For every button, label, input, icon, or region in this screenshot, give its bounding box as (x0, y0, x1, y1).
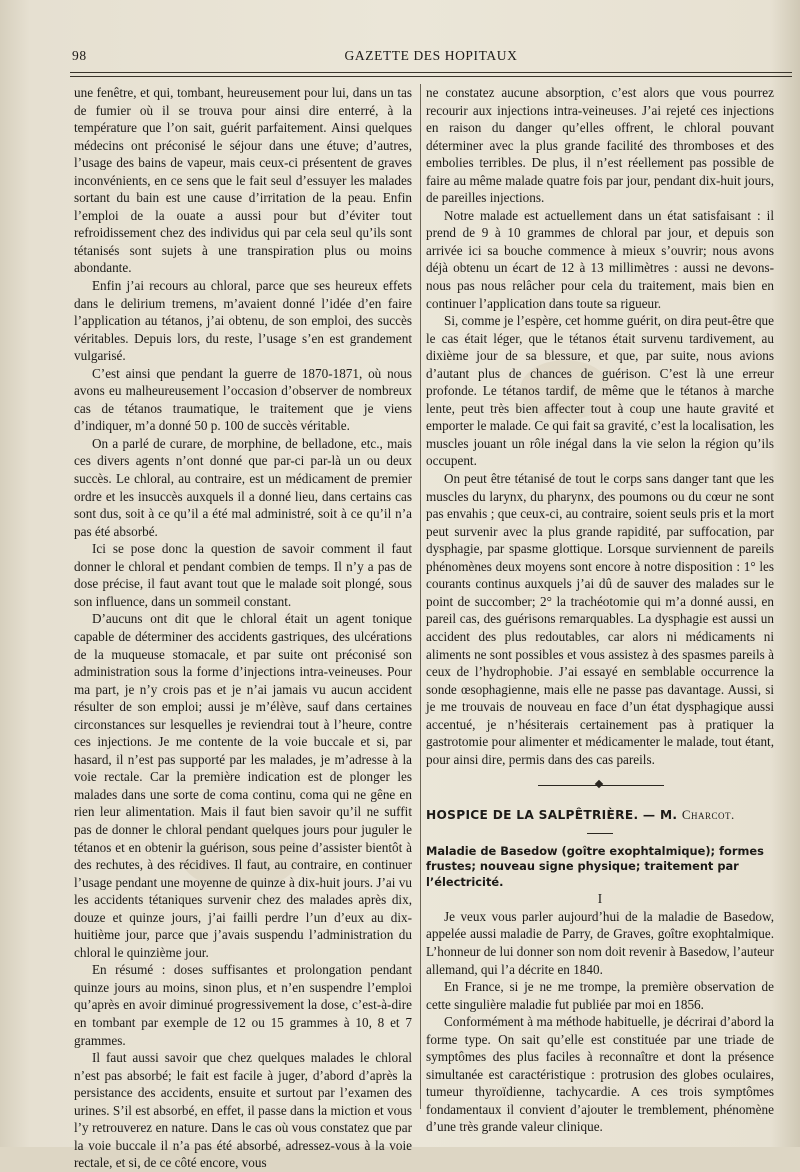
column-divider (420, 84, 421, 1109)
paragraph: En résumé : doses suffisantes et prolongation pendant quinze jours au moins, sinon plus, et n’en suspendre l’emploi qu’après en avoir diminué progressivement la dose, c’est-à-dire en tombant par exemple de 12 ou 15 grammes à 10, 8 et 7 grammes. (74, 962, 412, 1048)
paragraph: Je veux vous parler aujourd’hui de la maladie de Basedow, appelée aussi maladie de Parry, de Graves, goître exophtalmique. L’honneur de lui donner son nom doit revenir à Basedow, l’auteur allemand, qui l’a décrite en 1840. (426, 908, 774, 977)
lecture-subject: Maladie de Basedow (goître exophtalmique); formes frustes; nouveau signe physique; traitement par l’électricité. (426, 843, 764, 889)
separator-ornament (595, 780, 603, 788)
hospice-name: HOSPICE DE LA SALPÊTRIÈRE. (426, 808, 639, 823)
section-separator (426, 778, 774, 792)
left-column (74, 84, 412, 1172)
paragraph: On peut être tétanisé de tout le corps sans danger tant que les muscles du larynx, du pharynx, des poumons ou du cœur ne sont pas envahis ; que ceux-ci, au contraire, soient seuls pris et la mort peut survenir avec la plus grande rapidité, par suffocation, par dysphagie, par spasme glottique. Lorsque surviennent de pareils phénomènes deux moyens sont encore à notre disposition : 1° les courants continus auxquels j’ai dû de sauver des malades sur le point de succomber; 2° la trachéotomie qui m’a donné aussi, en pareil cas, des guérisons remarquables. La dysphagie est aussi un accident des plus redoutables, car alors ni médicaments ni aliments ne sont possibles et vous assistez à des spasmes pareils à ceux de l’hydrophobie. J’ai essayé en semblable occurrence la sonde œsophagienne, mais elle ne passe pas davantage. Aussi, si je me trouvais de nouveau en face d’un état dysphagique aussi accentué, je n’hésiterais certainement pas à pratiquer la gastrotomie pour alimenter et médicamenter le malade, tout étant, pour ainsi dire, permis dans des cas pareils. (426, 471, 774, 767)
paragraph: Conformément à ma méthode habituelle, je décrirai d’abord la forme type. On sait qu’elle est constituée par une triade de symptômes des plus faciles à reconnaître et dont la présence simultanée est caractéristique : protrusion des globes oculaires, tumeur thyroïdienne, tachycardie. A ces trois symptômes fondamentaux il convient d’ajouter le tremblement, phénomène d’une très grande valeur clinique. (426, 1014, 774, 1135)
page-number: 98 (72, 48, 87, 63)
paragraph: ne constatez aucune absorption, c’est alors que vous pourrez recourir aux injections intra-veineuses. J’ai rejeté ces injections en raison du danger qu’elles offrent, le chloral pouvant déterminer avec la plus grande facilité des thromboses et des embolies terribles. De plus, il n’est réellement pas possible de faire au même malade quatre fois par jour, pendant dix-huit jours, de pareilles injections. (426, 85, 774, 206)
paragraph: Ici se pose donc la question de savoir comment il faut donner le chloral et pendant combien de temps. Il n’y a pas de dose précise, il faut avant tout que le malade soit plongé, sous son influence, dans un sommeil constant. (74, 541, 412, 609)
page-header (72, 48, 790, 68)
paragraph: Il faut aussi savoir que chez quelques malades le chloral n’est pas absorbé; le fait est facile à juger, d’abord d’après la persistance des accidents, ensuite et surtout par l’examen des urines. S’il est absorbé, en effet, il passe dans la miction et vous l’y retrouverez en nature. Dans le cas où vous constatez que par la voie buccale il n’a pas été absorbé, adressez-vous à la voie rectale, et si, de ce côté encore, vous (74, 1050, 412, 1171)
section-heading (426, 806, 774, 825)
paragraph: Si, comme je l’espère, cet homme guérit, on dira peut-être que le cas était léger, que le tétanos était survenu tardivement, au dixième jour de sa blessure, et que, par suite, nous avions d’autant plus de chances de guérison. C’est là une erreur profonde. Le tétanos tardif, de même que le tétanos à marche lente, peut très bien affecter tout à coup une haute gravité et emporter le malade. Ce qui fait sa gravité, c’est la localisation, les muscles jouant un rôle inégal dans la vie selon la région qu’ils occupent. (426, 313, 774, 469)
right-column (426, 84, 774, 1136)
header-rule (70, 72, 792, 77)
short-rule (587, 833, 613, 834)
paragraph: Enfin j’ai recours au chloral, parce que ses heureux effets dans le delirium tremens, m’avaient donné l’idée d’en faire l’application au tétanos, j’ai obtenu, de son emploi, des succès véritables. Depuis lors, du reste, l’usage s’en est grandement vulgarisé. (74, 278, 412, 364)
heading-dash: — M. (638, 808, 682, 823)
paragraph: On a parlé de curare, de morphine, de belladone, etc., mais ces divers agents n’ont donné que par-ci par-là un ou deux succès. Le chloral, au contraire, est un médicament de premier ordre et les insuccès auxquels il a donné lieu, dans certains cas sont dus, soit à ce qu’il a été mal administré, soit à ce qu’il n’a pas été absorbé. (74, 435, 412, 539)
paragraph: une fenêtre, et qui, tombant, heureusement pour lui, dans un tas de fumier où il se trouva pour ainsi dire enterré, à la température que l’on sait, guérit parfaitement. Ainsi quelques médecins ont préconisé le séjour dans une étuve; d’autres, l’usage des bains de vapeur, mais ceux-ci présentent de graves inconvénients, en ce sens que le fait seul d’essuyer les malades sortant du bain est une cause d’irritation de la peau. Enfin l’emploi de la ouate a aussi pour but d’éviter tout refroidissement chez des individus qui par cela seul qu’ils sont tétanisés sont sujets à une transpiration plus ou moins abondante. (74, 85, 412, 276)
journal-title: GAZETTE DES HOPITAUX (344, 48, 518, 63)
author-name: Charcot. (681, 807, 735, 823)
paragraph: D’aucuns ont dit que le chloral était un agent tonique capable de déterminer des accidents gastriques, des ulcérations de la muqueuse stomacale, et par suite ont préconisé son administration sous la forme d’injections intra-veineuses. Pour ma part, je n’y crois pas et je n’ai jamais vu aucun accident résulter de son emploi; aussi je m’élève, sauf dans certaines circonstances sur lesquelles je reviendrai tout à l’heure, contre ces injections. Je me contente de la voie buccale et si, par hasard, il n’est pas supporté par les malades, je m’adresse à la voie rectale. Car la première indication est de plonger les malades dans une sorte de coma continu, coma qui ne gêne en rien leur alimentation. Mais il faut bien savoir qu’il ne suffit pas de donner le chloral pendant quelques jours pour juguler le tétanos et en obtenir la guérison, sous peine d’assister bientôt à des rechutes, à des récidives. Il faut, au contraire, en continuer l’usage pendant une moyenne de quinze à dix-huit jours. J’ai vu les accidents tétaniques survenir chez des malades après dix, douze et quinze jours, j’ai failli perdre l’un d’eux au dix-huitième jour, parce que j’avais suspendu l’administration du chloral le quinzième jour. (74, 611, 412, 960)
paragraph: Notre malade est actuellement dans un état satisfaisant : il prend de 9 à 10 grammes de chloral par jour, et depuis son arrivée ici sa bouche commence à mieux s’ouvrir; nous avons déjà obtenu un écart de 12 à 13 millimètres : aussi ne devons-nous pas nous relâcher pour cela du traitement, mais bien en continuer l’application dans toute sa rigueur. (426, 207, 774, 311)
paragraph: C’est ainsi que pendant la guerre de 1870-1871, où nous avons eu malheureusement l’occasion d’observer de nombreux cas de tétanos traumatique, le traitement que je viens d’indiquer, m’a donné 50 p. 100 de succès véritable. (74, 365, 412, 434)
paragraph: En France, si je ne me trompe, la première observation de cette singulière maladie fut publiée par moi en 1856. (426, 979, 774, 1012)
section-number: I (597, 891, 603, 907)
